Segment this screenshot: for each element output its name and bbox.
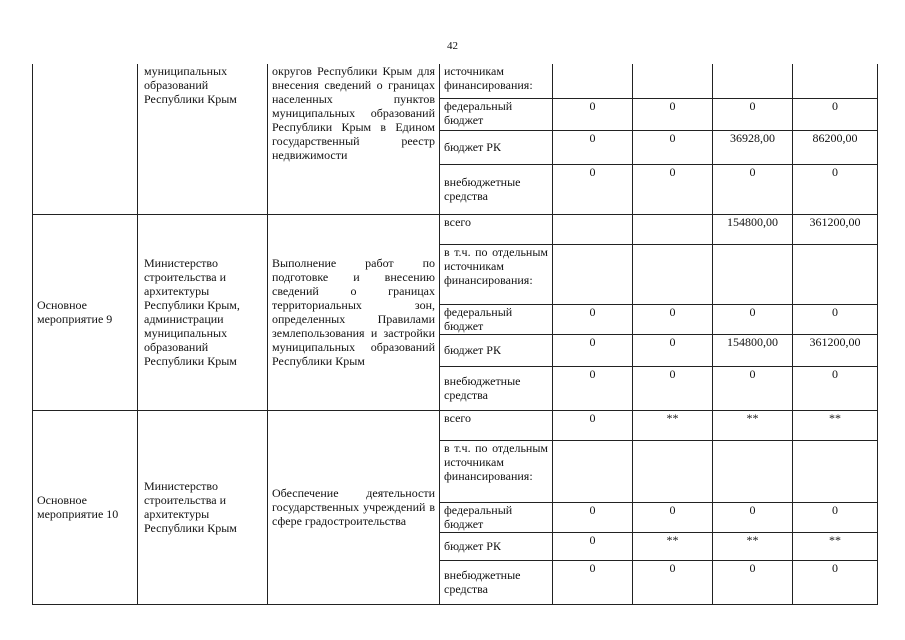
source-cell: внебюджетные средства	[440, 560, 553, 604]
value-cell	[633, 214, 713, 244]
activity-cell: Основное мероприятие 10	[33, 410, 138, 604]
page-number: 42	[447, 40, 458, 52]
executor-cell: Министерство строительства и архитектуры Республики Крым, администрации муниципальных образований Республики Крым	[138, 214, 268, 410]
value-cell: 0	[633, 98, 713, 130]
value-cell	[633, 244, 713, 304]
source-cell	[440, 440, 553, 502]
source-cell: всего	[440, 410, 553, 440]
value-cell: 0	[713, 304, 793, 334]
source-cell: федеральный бюджет	[440, 98, 553, 130]
table-row	[33, 214, 878, 244]
source-cell: бюджет РК	[440, 334, 553, 366]
value-cell: 0	[713, 98, 793, 130]
value-cell: 0	[713, 502, 793, 532]
financing-table	[32, 64, 878, 605]
value-cell	[633, 64, 713, 98]
value-cell: **	[633, 410, 713, 440]
value-cell: 0	[633, 130, 713, 164]
description-cell: Выполнение работ по подготовке и внесению сведений о границах территориальных зон, определенных Правилами землепользования и застройки муниципальных образований Республики Крым	[268, 214, 440, 410]
value-cell: 0	[793, 502, 878, 532]
value-cell	[793, 440, 878, 502]
value-cell: 0	[713, 560, 793, 604]
description-cell	[268, 64, 440, 214]
source-cell	[440, 244, 553, 304]
source-cell: федеральный бюджет	[440, 502, 553, 532]
value-cell: 0	[793, 98, 878, 130]
value-cell	[713, 64, 793, 98]
source-cell: бюджет РК	[440, 130, 553, 164]
value-cell: 0	[553, 560, 633, 604]
value-cell	[713, 440, 793, 502]
value-cell: 0	[633, 502, 713, 532]
value-cell	[553, 64, 633, 98]
source-cell: внебюджетные средства	[440, 164, 553, 214]
source-cell: внебюджетные средства	[440, 366, 553, 410]
value-cell: 0	[553, 410, 633, 440]
value-cell: 0	[713, 164, 793, 214]
source-cell: бюджет РК	[440, 532, 553, 560]
value-cell: 0	[553, 502, 633, 532]
value-cell: 0	[553, 334, 633, 366]
value-cell: 0	[793, 164, 878, 214]
value-cell: 0	[553, 98, 633, 130]
activity-cell: Основное мероприятие 9	[33, 214, 138, 410]
value-cell: 0	[793, 304, 878, 334]
value-cell: 0	[553, 532, 633, 560]
value-cell	[633, 440, 713, 502]
executor-cell: Министерство строительства и архитектуры Республики Крым	[138, 410, 268, 604]
value-cell: 36928,00	[713, 130, 793, 164]
table-row	[33, 410, 878, 440]
value-cell: 361200,00	[793, 334, 878, 366]
source-cell: всего	[440, 214, 553, 244]
value-cell: 154800,00	[713, 214, 793, 244]
executor-cell: муниципальных образований Республики Крым	[138, 64, 268, 214]
value-cell: **	[633, 532, 713, 560]
value-cell	[713, 244, 793, 304]
source-text: в т.ч. по отдельным источникам финансирования:	[444, 440, 548, 483]
activity-cell	[33, 64, 138, 214]
value-cell: 0	[633, 164, 713, 214]
value-cell: 0	[633, 334, 713, 366]
source-text: в т.ч. по отдельным источникам финансирования:	[444, 244, 548, 287]
value-cell: 86200,00	[793, 130, 878, 164]
table-row	[33, 64, 878, 98]
description-cell: Обеспечение деятельности государственных учреждений в сфере градостроительства	[268, 410, 440, 604]
value-cell: **	[713, 410, 793, 440]
value-cell	[553, 244, 633, 304]
value-cell: 361200,00	[793, 214, 878, 244]
value-cell	[553, 214, 633, 244]
value-cell: 0	[713, 366, 793, 410]
source-cell: источникам финансирования:	[440, 64, 553, 98]
value-cell: 0	[633, 304, 713, 334]
value-cell: 0	[553, 130, 633, 164]
value-cell: 0	[633, 560, 713, 604]
description-text: округов Республики Крым для внесения сведений о границах населенных пунктов муниципальных образований Республики Крым в Едином государственный реестр недвижимости	[272, 64, 435, 162]
value-cell: 0	[793, 560, 878, 604]
value-cell: 0	[553, 304, 633, 334]
value-cell: 0	[553, 164, 633, 214]
value-cell: **	[713, 532, 793, 560]
value-cell: 0	[553, 366, 633, 410]
value-cell: 154800,00	[713, 334, 793, 366]
source-cell: федеральный бюджет	[440, 304, 553, 334]
value-cell: 0	[793, 366, 878, 410]
value-cell	[553, 440, 633, 502]
value-cell: 0	[633, 366, 713, 410]
value-cell: **	[793, 532, 878, 560]
value-cell	[793, 64, 878, 98]
value-cell: **	[793, 410, 878, 440]
value-cell	[793, 244, 878, 304]
